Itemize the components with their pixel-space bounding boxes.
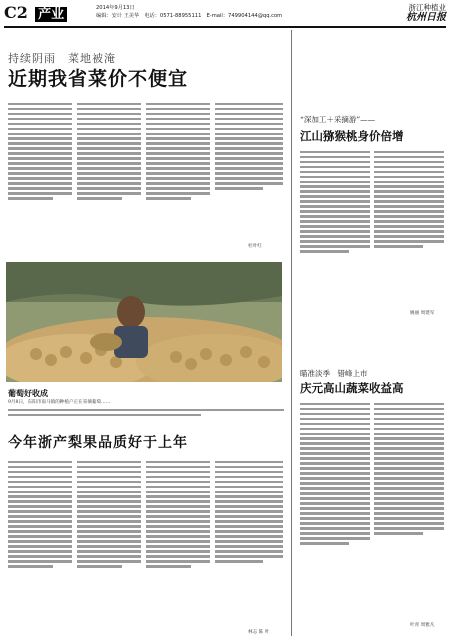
side2-byline: 叶青 周雅凡 xyxy=(410,623,435,628)
side1-title: 江山猕猴桃身价倍增 xyxy=(300,129,404,143)
story2-column-2 xyxy=(77,458,141,628)
photo-illustration xyxy=(6,262,282,382)
side2-column-1 xyxy=(300,400,370,624)
side1-kicker: “深加工＋采摘游”—— xyxy=(300,115,376,124)
side1-byline: 姚丽 周建军 xyxy=(410,311,435,316)
main-story-column-1 xyxy=(8,100,72,250)
photo-caption-text: 9月8日，东阳市南马镇的种植户正在采摘葡萄…… xyxy=(8,400,111,405)
grape-harvest-photo xyxy=(6,262,282,382)
main-story-column-2 xyxy=(77,100,141,250)
header-contact: 编辑：安计 王美华 电话：0571-88955111 E-mail：749904144@qq.com xyxy=(96,13,283,19)
header-rule xyxy=(4,26,446,28)
newspaper-brand: 杭州日报 xyxy=(406,12,446,23)
side1-column-2 xyxy=(374,148,444,306)
main-story-subtitle: 持续阴雨 菜地被淹 xyxy=(8,52,116,65)
section-label: 产业 xyxy=(35,7,67,22)
header-meta xyxy=(96,4,282,20)
story2-byline: 林志 陈 叶 xyxy=(248,630,270,635)
side2-title: 庆元高山蔬菜收益高 xyxy=(300,381,404,395)
header-supplement: 浙江种植业 xyxy=(408,3,446,12)
column-divider xyxy=(291,30,292,636)
header-date: 2014年9月13日 xyxy=(96,5,135,11)
main-story-column-4 xyxy=(215,100,283,240)
main-story-title: 近期我省菜价不便宜 xyxy=(8,68,189,90)
section-header xyxy=(4,3,67,22)
main-story-column-3 xyxy=(146,100,210,250)
story2-column-4 xyxy=(215,458,283,626)
story2-title: 今年浙产梨果品质好于上年 xyxy=(8,435,188,451)
story2-column-3 xyxy=(146,458,210,628)
side1-column-1 xyxy=(300,148,370,306)
main-story-byline: 杜叶红 xyxy=(248,244,262,249)
side2-column-2 xyxy=(374,400,444,618)
side2-kicker: 瞄准淡季 错峰上市 xyxy=(300,369,368,378)
photo-caption-title: 葡萄好收成 xyxy=(8,388,48,398)
page-number: C2 xyxy=(4,3,28,22)
header-right xyxy=(406,3,446,23)
story2-column-1 xyxy=(8,458,72,628)
photo-caption xyxy=(8,399,284,419)
